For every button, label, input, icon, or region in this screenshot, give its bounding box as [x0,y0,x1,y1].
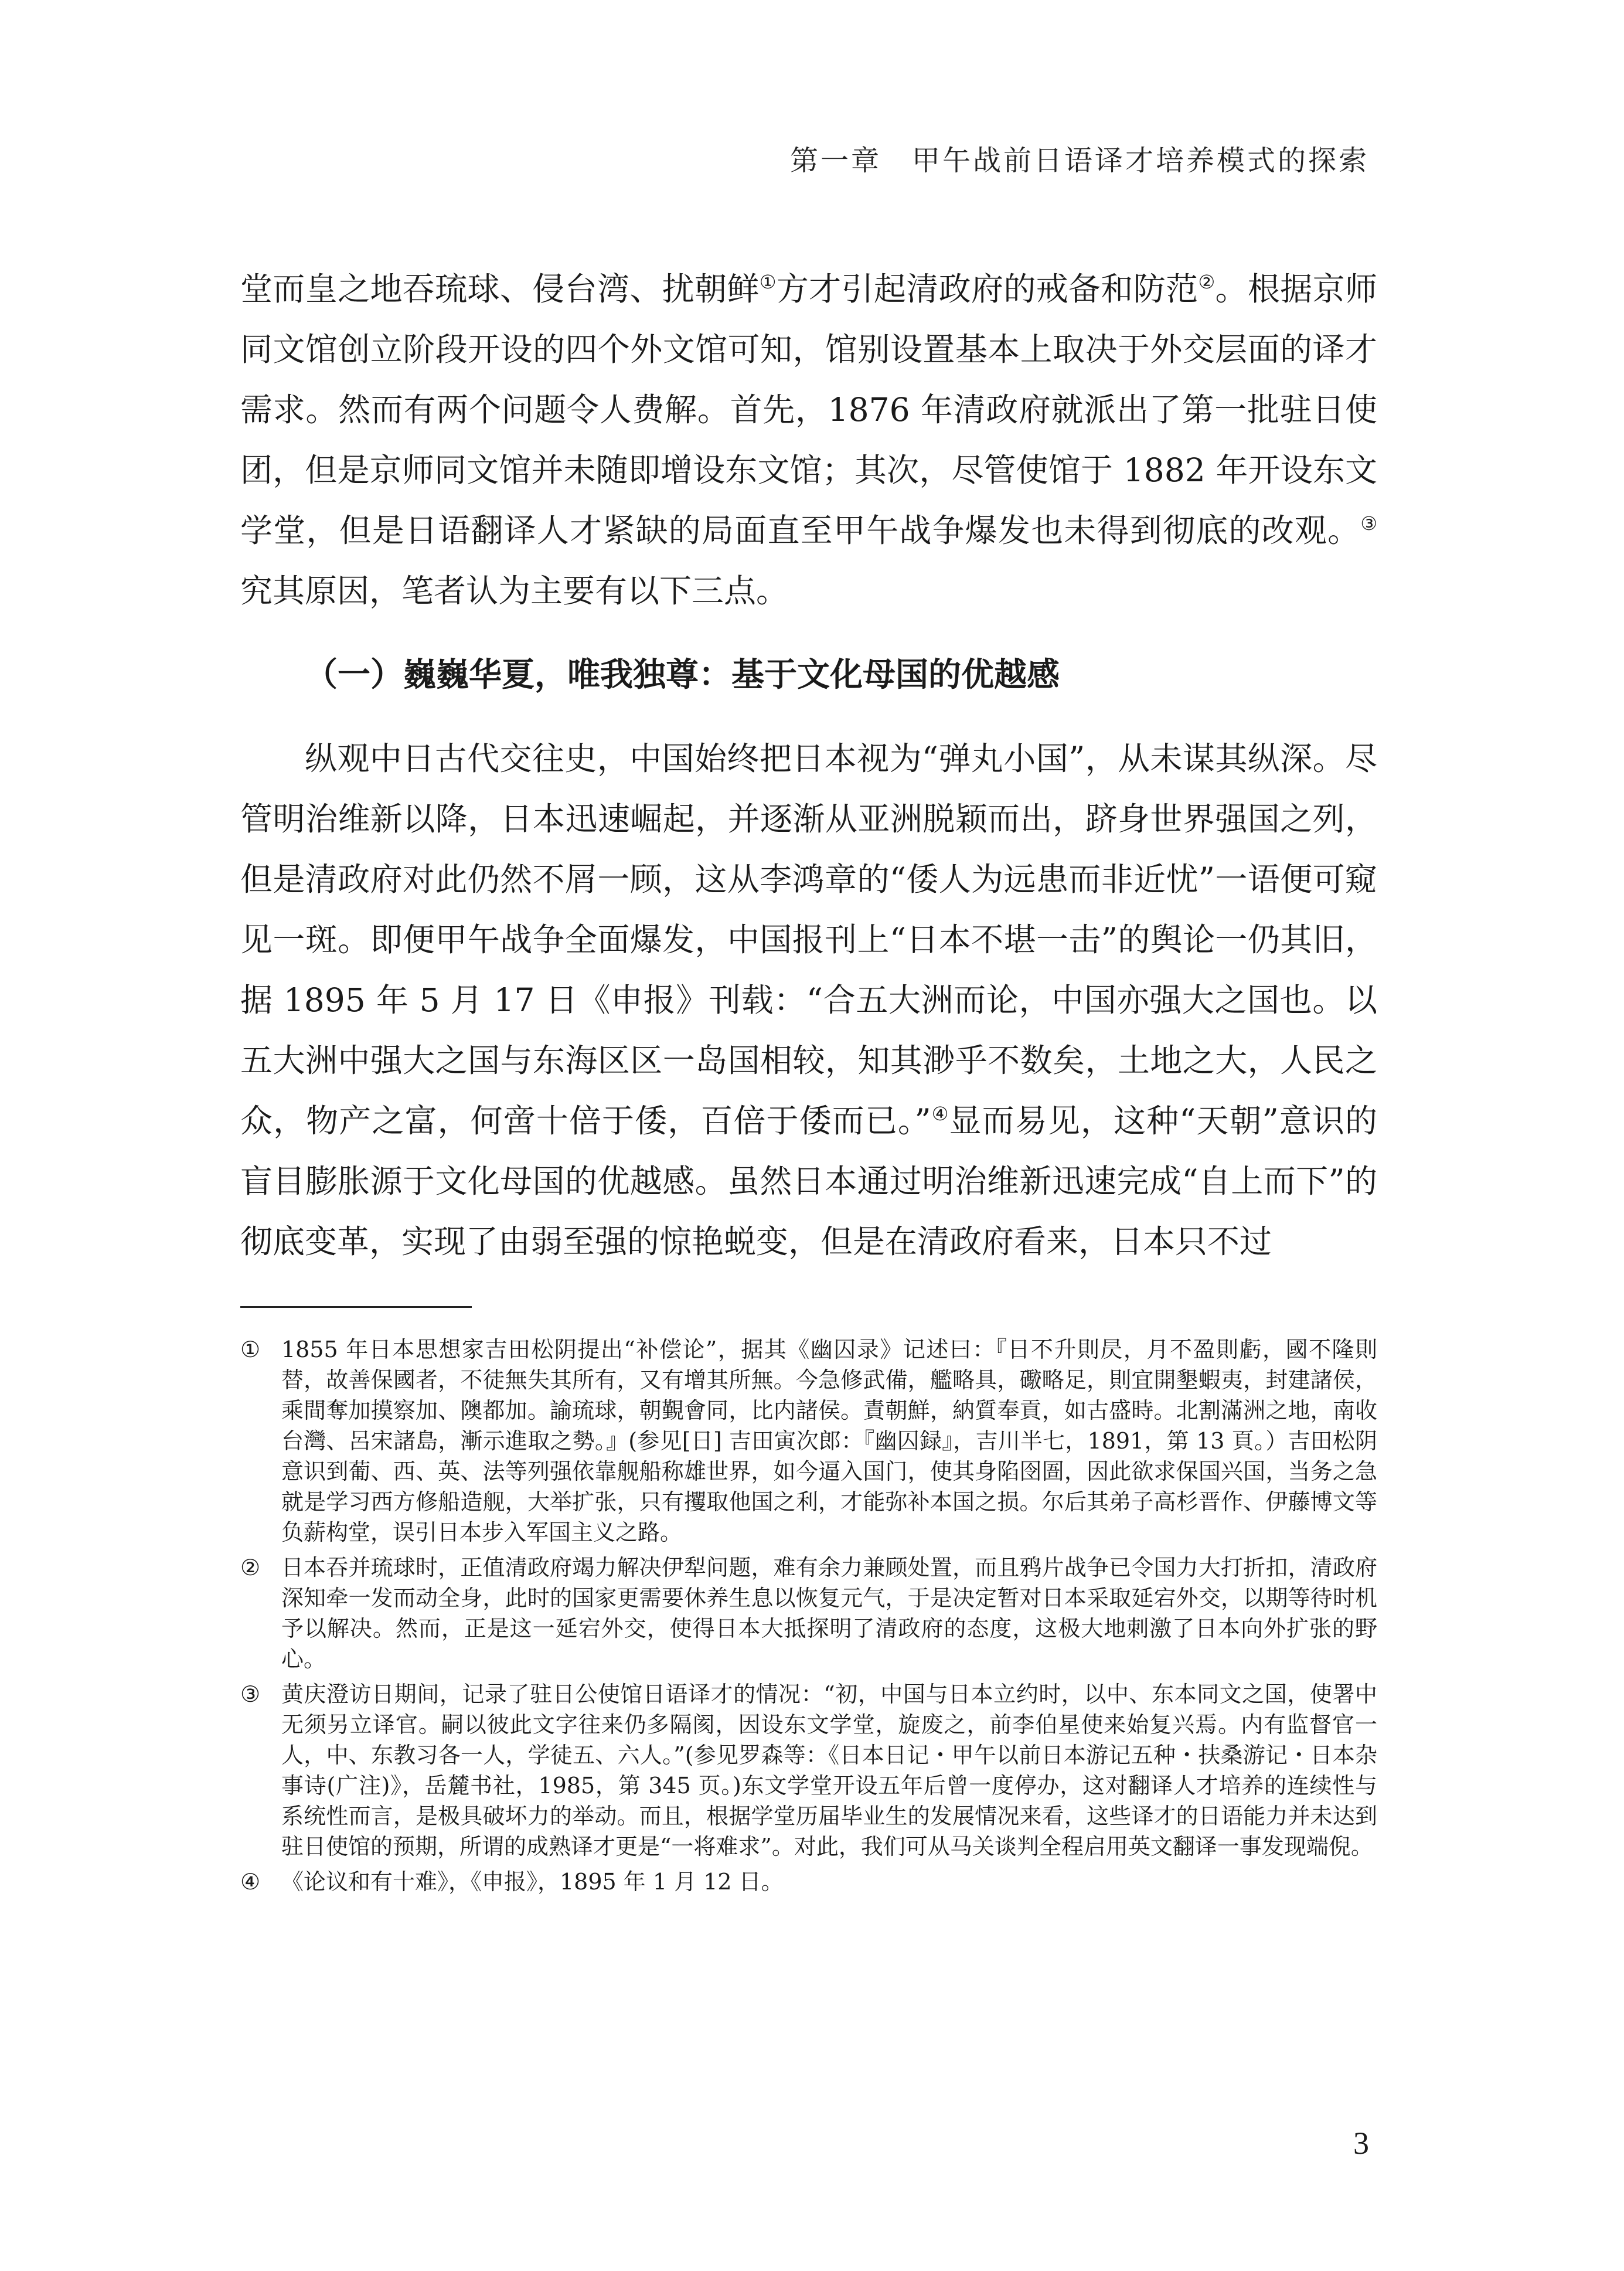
footnote-text: 《论议和有十难》，《申报》，1895 年 1 月 12 日。 [281,1869,784,1895]
footnote-3 [240,1679,1377,1862]
footnote-1 [240,1334,1377,1548]
page-number: 3 [1353,2126,1369,2161]
footnote-ref-3[interactable]: ③ [1360,512,1377,535]
footnote-text: 1855 年日本思想家吉田松阴提出“补偿论”，据其《幽囚录》记述曰：『日不升則昃，月不盈則虧，國不隆則替，故善保國者，不徒無失其所有，又有增其所無。今急修武備，艦略具，礮略足，則宜開墾蝦夷，封建諸侯，乘間奪加摸察加、隩都加。諭琉球，朝覲會同，比内諸侯。責朝鮮，納質奉貢，如古盛時。北割滿洲之地，南收台灣、呂宋諸島，漸示進取之勢。』(参见[日] 吉田寅次郎：『幽囚録』，吉川半七，1891，第 13 頁。）吉田松阴意识到葡、西、英、法等列强依靠舰船称雄世界，如今逼入国门，使其身陷囹圄，因此欲求保国兴国，当务之急就是学习西方修船造舰，大举扩张，只有攫取他国之利，才能弥补本国之损。尔后其弟子高杉晋作、伊藤博文等负薪构堂，误引日本步入军国主义之路。 [281,1337,1377,1545]
footnote-2 [240,1552,1377,1674]
footnote-4 [240,1867,1377,1897]
footnotes [240,1334,1377,1902]
text-run: 究其原因，笔者认为主要有以下三点。 [240,572,789,610]
text-run: 堂而皇之地吞琉球、侵台湾、扰朝鲜 [240,270,760,308]
running-header: 第一章 甲午战前日语译才培养模式的探索 [789,144,1369,177]
footnote-ref-1[interactable]: ① [759,271,777,293]
footnote-marker: ③ [240,1681,261,1707]
footnote-ref-2[interactable]: ② [1198,271,1216,293]
text-run: 方才引起清政府的戒备和防范 [776,270,1199,308]
text-run: 纵观中日古代交往史，中国始终把日本视为“弹丸小国”，从未谋其纵深。尽管明治维新以降，日本迅速崛起，并逐渐从亚洲脱颖而出，跻身世界强国之列，但是清政府对此仍然不屑一顾，这从李鸿章的“倭人为远患而非近忧”一语便可窥见一斑。即便甲午战争全面爆发，中国报刊上“日本不堪一击”的舆论一仍其旧，据 1895 年 5 月 17 日《申报》刊载：“合五大洲而论，中国亦强大之国也。以五大洲中强大之国与东海区区一岛国相较，知其渺乎不数矣，土地之大，人民之众，物产之富，何啻十倍于倭，百倍于倭而已。” [240,740,1377,1140]
main-text [240,259,1377,1272]
text-run: 。根据京师同文馆创立阶段开设的四个外文馆可知，馆别设置基本上取决于外交层面的译才需求。然而有两个问题令人费解。首先，1876 年清政府就派出了第一批驻日使团，但是京师同文馆并未随即增设东文馆；其次，尽管使馆于 1882 年开设东文学堂，但是日语翻译人才紧缺的局面直至甲午战争爆发也未得到彻底的改观。 [240,270,1377,549]
footnote-marker: ① [240,1337,261,1362]
paragraph-2 [240,729,1377,1272]
footnote-text: 日本吞并琉球时，正值清政府竭力解决伊犁问题，难有余力兼顾处置，而且鸦片战争已令国力大打折扣，清政府深知牵一发而动全身，此时的国家更需要休养生息以恢复元气，于是决定暂对日本采取延宕外交，以期等待时机予以解决。然而，正是这一延宕外交，使得日本大抵探明了清政府的态度，这极大地刺激了日本向外扩张的野心。 [281,1555,1377,1672]
footnote-text: 黄庆澄访日期间，记录了驻日公使馆日语译才的情况：“初，中国与日本立约时，以中、东本同文之国，使署中无须另立译官。嗣以彼此文字往来仍多隔阂，因设东文学堂，旋废之，前李伯星使来始复兴焉。内有监督官一人，中、东教习各一人，学徒五、六人。”(参见罗森等：《日本日记・甲午以前日本游记五种・扶桑游记・日本杂事诗(广注)》，岳麓书社，1985，第 345 页。)东文学堂开设五年后曾一度停办，这对翻译人才培养的连续性与系统性而言，是极具破坏力的举动。而且，根据学堂历届毕业生的发展情况来看，这些译才的日语能力并未达到驻日使馆的预期，所谓的成熟译才更是“一将难求”。对此，我们可从马关谈判全程启用英文翻译一事发现端倪。 [281,1681,1377,1859]
footnote-separator [240,1306,472,1308]
text-run: 显而易见，这种“天朝”意识的盲目膨胀源于文化母国的优越感。虽然日本通过明治维新迅速完成“自上而下”的彻底变革，实现了由弱至强的惊艳蜕变，但是在清政府看来，日本只不过 [240,1102,1377,1260]
footnote-marker: ② [240,1555,261,1580]
section-heading: （一）巍巍华夏，唯我独尊：基于文化母国的优越感 [305,656,1060,694]
footnote-ref-4[interactable]: ④ [931,1103,949,1125]
footnote-marker: ④ [240,1869,261,1895]
paragraph-1 [240,259,1377,621]
